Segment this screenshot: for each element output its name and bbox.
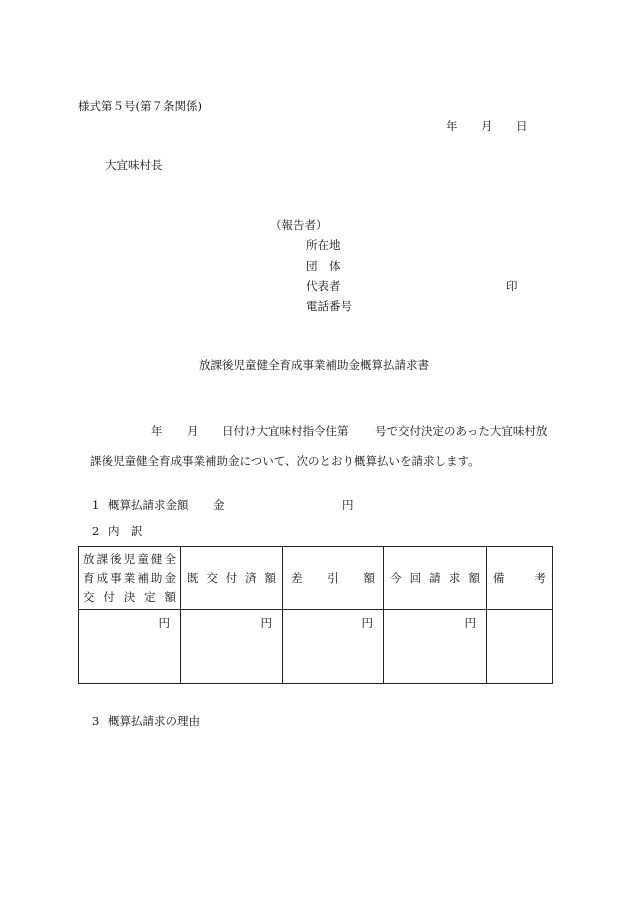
item1-kin: 金 [213,498,225,512]
addressee: 大宜味村長 [105,158,163,172]
reporter-heading: （報告者） [270,218,328,232]
cell-difference: 円 [283,610,384,684]
header-remarks: 備考 [487,547,553,610]
body-line1-text-a: 日付け大宜味村指令住第 [222,424,349,438]
date-year: 年 [446,119,458,133]
reporter-phone-label: 電話番号 [306,299,352,313]
cell-already-granted: 円 [181,610,283,684]
header-line-3: 交付決定額 [83,589,176,604]
item2-label: 内 訳 [108,524,143,538]
item3-label: 概算払請求の理由 [108,714,200,728]
header-line-2: 育成事業補助金 [83,570,176,585]
header-grant-decision-amount [79,547,181,610]
reporter-address-label: 所在地 [306,238,341,252]
date-day: 日 [516,119,528,133]
body-line1-text-b: 号で交付決定のあった大宜味村放 [375,424,548,438]
seal-mark: 印 [506,279,518,293]
reporter-organization-label: 団 体 [306,259,341,273]
cell-grant-decision-amount: 円 [79,610,181,684]
body-month: 月 [187,424,199,438]
header-already-granted: 既交付済額 [181,547,283,610]
header-difference: 差引額 [283,547,384,610]
table-row [79,610,553,684]
item2-number: 2 [92,524,100,538]
body-line2: 課後児童健全育成事業補助金について、次のとおり概算払いを請求します。 [90,454,480,468]
document-title: 放課後児童健全育成事業補助金概算払請求書 [199,358,429,372]
cell-remarks [487,610,553,684]
breakdown-table [78,546,553,684]
header-line-1: 放課後児童健全 [83,551,176,566]
table-header-row [79,547,553,610]
header-current-request: 今回請求額 [384,547,487,610]
cell-current-request: 円 [384,610,487,684]
item1-yen: 円 [342,498,354,512]
reporter-representative-label: 代表者 [306,279,341,293]
item3-number: 3 [92,714,100,728]
item1-number: 1 [92,498,100,512]
item1-label: 概算払請求金額 [108,498,189,512]
form-label: 様式第５号(第７条関係) [78,99,202,113]
date-month: 月 [481,119,493,133]
body-year: 年 [151,424,163,438]
